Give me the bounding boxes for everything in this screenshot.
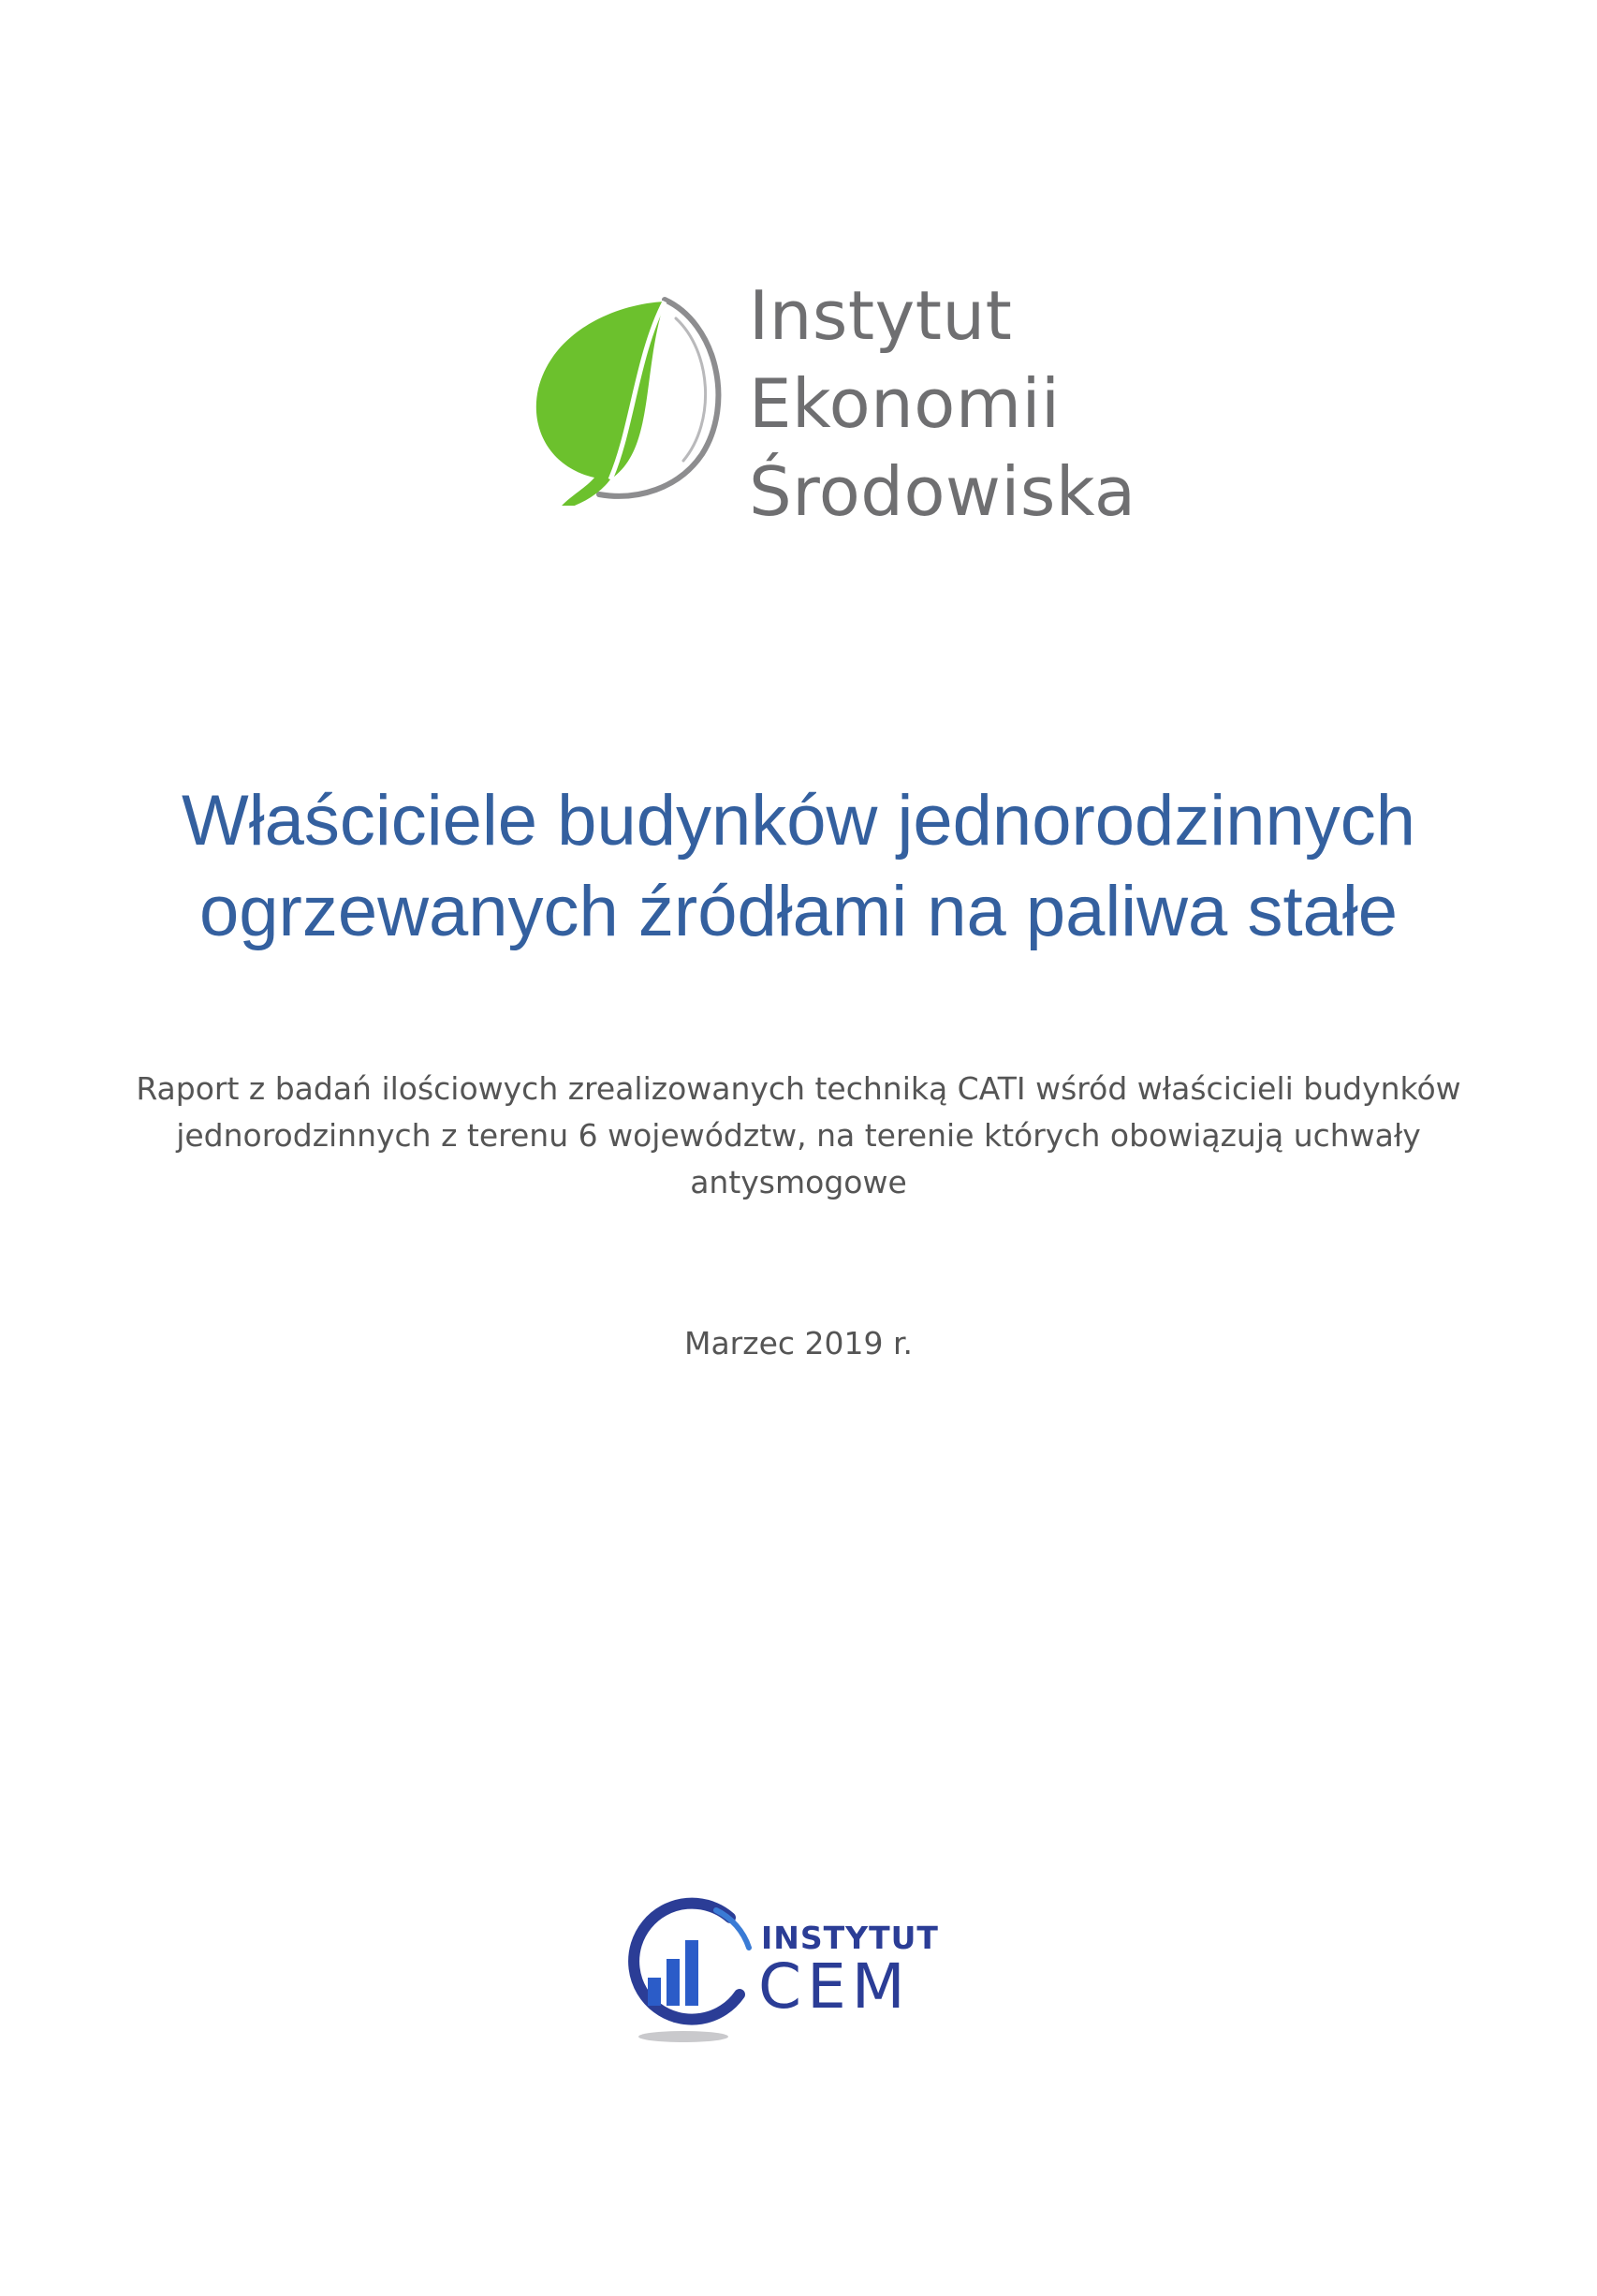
logo-cem-line-2: CEM xyxy=(758,1950,911,2023)
bar-chart-icon xyxy=(618,1891,768,2051)
instytut-cem-logo xyxy=(618,1891,974,2051)
logo-cem-line-1: INSTYTUT xyxy=(761,1920,939,1956)
instytut-ekonomii-srodowiska-logo xyxy=(524,272,1136,531)
leaf-icon xyxy=(524,281,730,506)
title-line-2: ogrzewanych źródłami na paliwa stałe xyxy=(199,872,1398,951)
logo-line-3: Środowiska xyxy=(749,452,1136,531)
logo-line-1: Instytut xyxy=(749,276,1013,355)
report-date: Marzec 2019 r. xyxy=(683,1325,914,1361)
logo-line-2: Ekonomii xyxy=(749,364,1061,443)
title-line-1: Właściciele budynków jednorodzinnych xyxy=(181,781,1415,861)
report-title xyxy=(56,775,1541,957)
report-subtitle: Raport z badań ilościowych zrealizowanych techniką CATI wśród właścicieli budynków jednorodzinnych z terenu 6 województw, na terenie których obowiązują uchwały antysmogowe xyxy=(136,1070,1461,1200)
